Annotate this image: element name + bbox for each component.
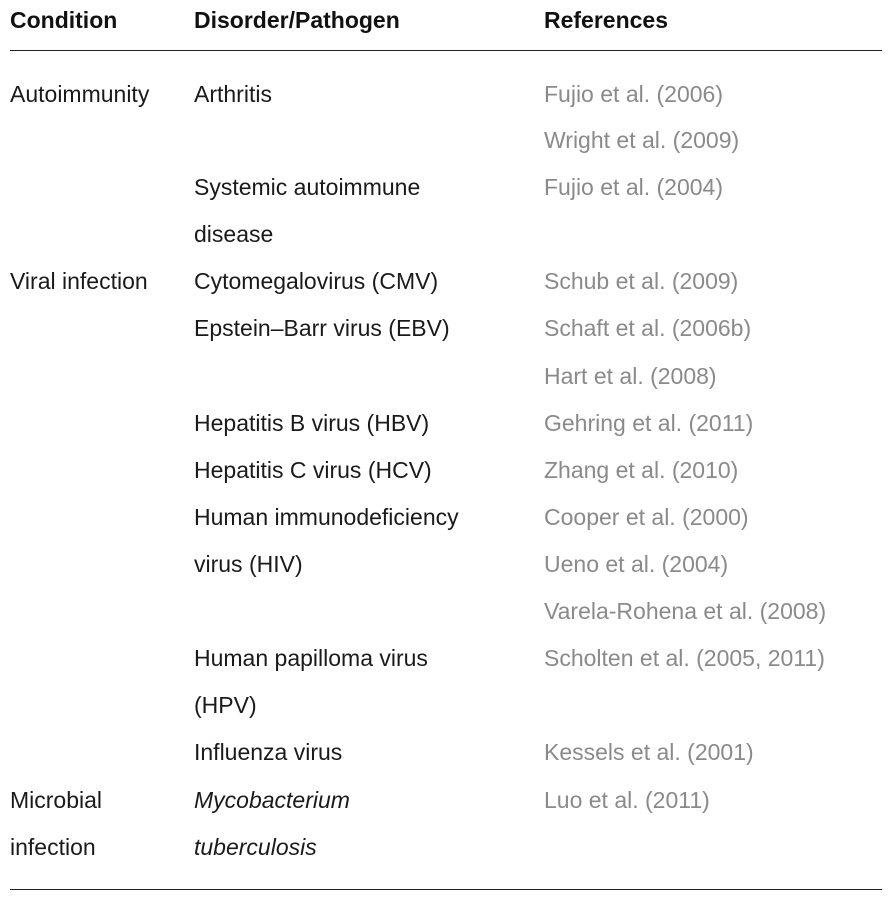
header-references: References [544, 7, 669, 33]
disorder-hiv-line2: virus (HIV) [194, 551, 303, 577]
reference-gehring-2011: Gehring et al. (2011) [544, 410, 754, 436]
disorder-mtb-line2: tuberculosis [194, 834, 317, 860]
reference-ueno-2004: Ueno et al. (2004) [544, 551, 729, 577]
condition-microbial-line2: infection [10, 834, 96, 860]
header-rule [10, 50, 882, 51]
reference-scholten-2005-2011: Scholten et al. (2005, 2011) [544, 645, 825, 671]
disorder-hbv: Hepatitis B virus (HBV) [194, 410, 430, 436]
reference-varela-rohena-2008: Varela-Rohena et al. (2008) [544, 598, 827, 624]
disorder-hiv-line1: Human immunodeficiency [194, 504, 459, 530]
disorder-hcv: Hepatitis C virus (HCV) [194, 457, 432, 483]
reference-zhang-2010: Zhang et al. (2010) [544, 457, 739, 483]
reference-kessels-2001: Kessels et al. (2001) [544, 739, 754, 765]
disorder-influenza: Influenza virus [194, 739, 343, 765]
header-condition: Condition [10, 7, 118, 33]
condition-viral-infection: Viral infection [10, 268, 148, 294]
disorder-arthritis: Arthritis [194, 81, 272, 107]
footer-rule [10, 889, 882, 890]
disorder-ebv: Epstein–Barr virus (EBV) [194, 315, 450, 341]
condition-microbial-line1: Microbial [10, 787, 103, 813]
reference-cooper-2000: Cooper et al. (2000) [544, 504, 749, 530]
reference-fujio-2006: Fujio et al. (2006) [544, 81, 723, 107]
disorder-systemic-autoimmune-line1: Systemic autoimmune [194, 174, 421, 200]
reference-hart-2008: Hart et al. (2008) [544, 363, 717, 389]
disorder-mtb-line1: Mycobacterium [194, 787, 350, 813]
disorder-systemic-autoimmune-line2: disease [194, 221, 274, 247]
disorder-cmv: Cytomegalovirus (CMV) [194, 268, 439, 294]
disorder-hpv-line1: Human papilloma virus [194, 645, 428, 671]
reference-schub-2009: Schub et al. (2009) [544, 268, 739, 294]
reference-fujio-2004: Fujio et al. (2004) [544, 174, 723, 200]
disorder-hpv-line2: (HPV) [194, 692, 257, 718]
reference-luo-2011: Luo et al. (2011) [544, 787, 710, 813]
header-disorder: Disorder/Pathogen [194, 7, 400, 33]
reference-wright-2009: Wright et al. (2009) [544, 127, 740, 153]
condition-autoimmunity: Autoimmunity [10, 81, 150, 107]
reference-schaft-2006b: Schaft et al. (2006b) [544, 315, 752, 341]
